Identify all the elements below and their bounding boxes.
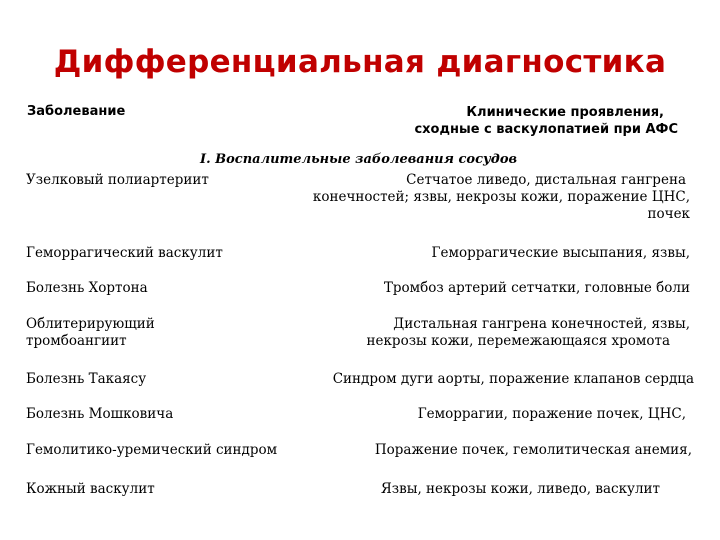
disease-cell bbox=[26, 316, 155, 350]
disease-name: Геморрагический васкулит bbox=[26, 245, 223, 261]
disease-name: тромбоангиит bbox=[26, 333, 127, 349]
disease-name: Гемолитико-уремический синдром bbox=[26, 442, 278, 458]
manifestations-cell bbox=[313, 172, 690, 223]
disease-cell bbox=[26, 481, 155, 498]
manifestation-line: Тромбоз артерий сетчатки, головные боли bbox=[383, 280, 690, 296]
manifestation-line: некрозы кожи, перемежающаяся хромота bbox=[366, 333, 670, 349]
column-header-disease: Заболевание bbox=[27, 104, 126, 119]
manifestation-line: конечностей; язвы, некрозы кожи, поражение ЦНС, bbox=[312, 189, 690, 205]
slide-title: Дифференциальная диагностика bbox=[53, 44, 667, 80]
manifestations-cell bbox=[432, 245, 690, 262]
manifestations-cell bbox=[375, 442, 692, 459]
disease-name: Болезнь Хортона bbox=[26, 280, 148, 296]
manifestations-cell bbox=[381, 481, 660, 498]
manifestation-line: Язвы, некрозы кожи, ливедо, васкулит bbox=[380, 481, 660, 497]
disease-name: Кожный васкулит bbox=[26, 481, 155, 497]
disease-cell bbox=[26, 280, 148, 297]
manifestations-cell bbox=[333, 371, 694, 388]
column-header-manifestations-line1: Клинические проявления, bbox=[466, 105, 664, 120]
manifestation-line: Поражение почек, гемолитическая анемия, bbox=[374, 442, 692, 458]
section-title: I. Воспалительные заболевания сосудов bbox=[200, 152, 518, 167]
disease-name: Узелковый полиартериит bbox=[26, 172, 209, 188]
manifestation-line: Геморрагические высыпания, язвы, bbox=[431, 245, 690, 261]
manifestations-cell bbox=[367, 316, 691, 350]
disease-cell bbox=[26, 371, 146, 388]
column-header-manifestations-line2: сходные с васкулопатией при АФС bbox=[414, 122, 678, 137]
manifestation-line: Сетчатое ливедо, дистальная гангрена bbox=[406, 172, 686, 188]
disease-name: Болезнь Такаясу bbox=[26, 371, 147, 387]
disease-cell bbox=[26, 172, 209, 189]
disease-cell bbox=[26, 406, 173, 423]
manifestations-cell bbox=[384, 280, 690, 297]
manifestation-line: Дистальная гангрена конечностей, язвы, bbox=[393, 316, 690, 332]
manifestation-line: Синдром дуги аорты, поражение клапанов сердца bbox=[332, 371, 694, 387]
disease-name: Облитерирующий bbox=[26, 316, 155, 332]
manifestation-line: почек bbox=[647, 206, 690, 222]
manifestation-line: Геморрагии, поражение почек, ЦНС, bbox=[417, 406, 686, 422]
disease-cell bbox=[26, 245, 223, 262]
disease-name: Болезнь Мошковича bbox=[26, 406, 174, 422]
column-header-manifestations bbox=[358, 104, 678, 138]
manifestations-cell bbox=[418, 406, 686, 423]
disease-cell bbox=[26, 442, 277, 459]
